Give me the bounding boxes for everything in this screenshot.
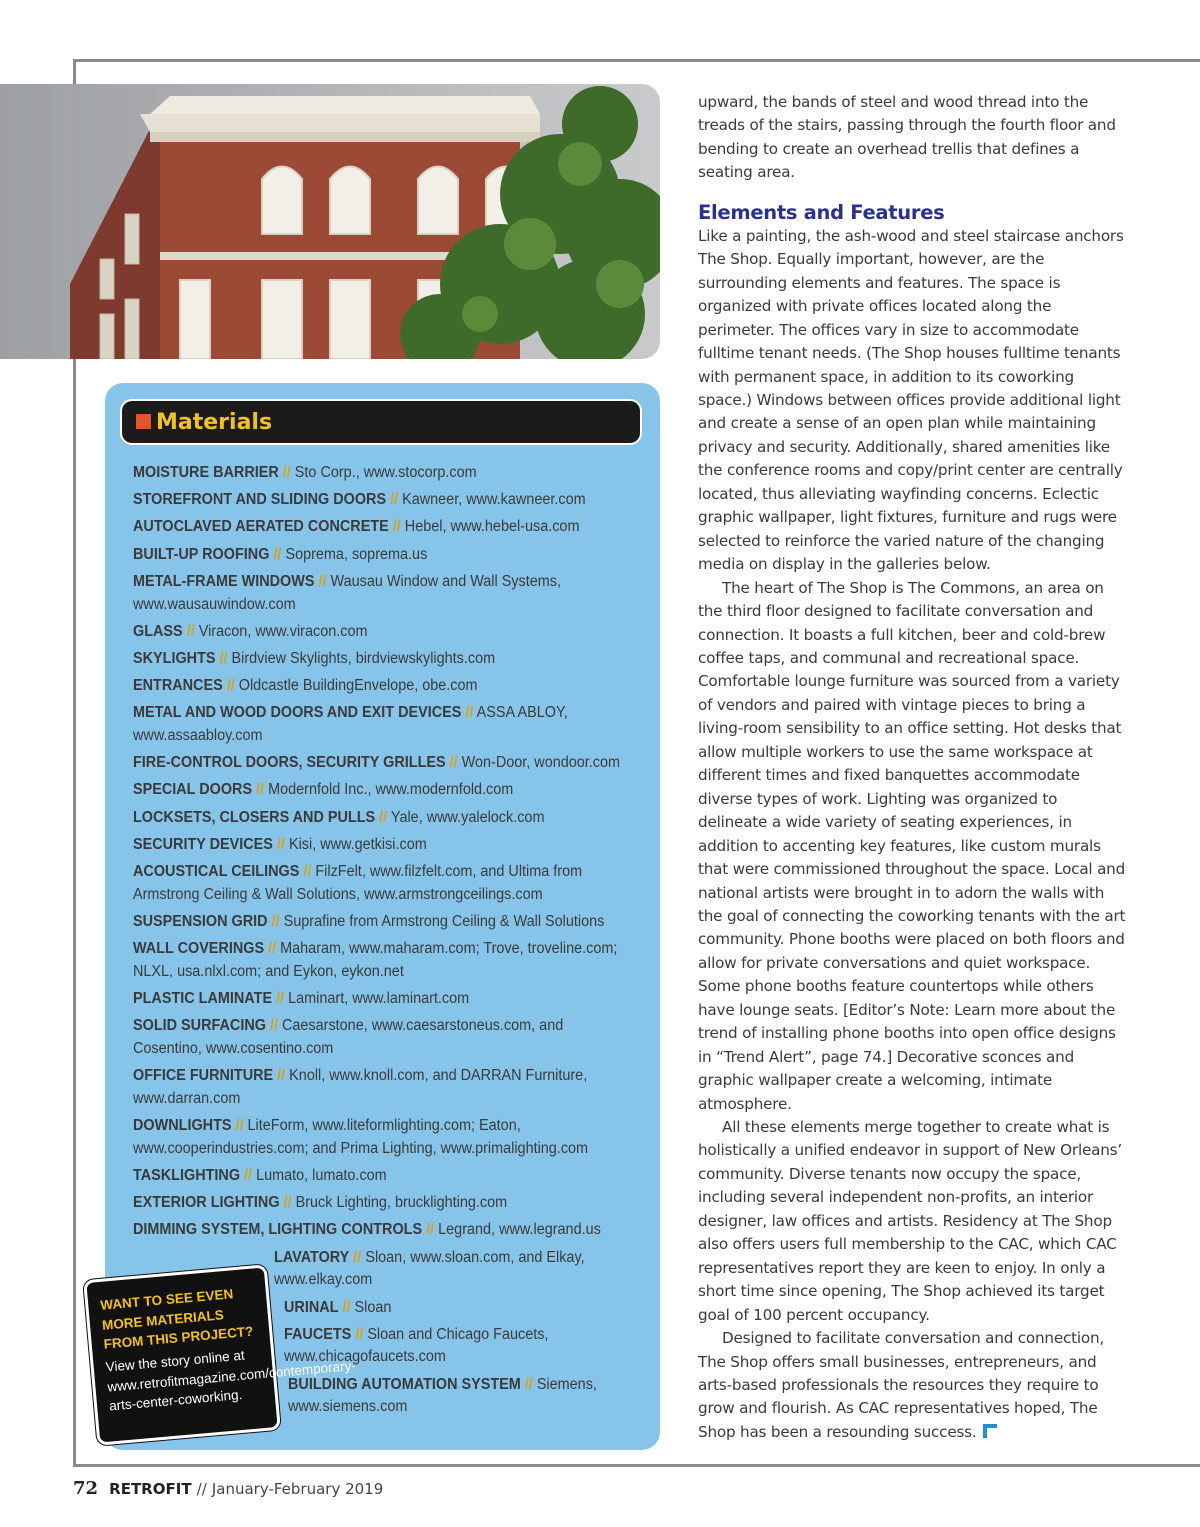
material-separator: //: [379, 808, 388, 826]
material-label: METAL AND WOOD DOORS AND EXIT DEVICES: [133, 704, 462, 722]
material-separator: //: [355, 1325, 364, 1343]
material-label: FAUCETS: [284, 1325, 352, 1343]
material-separator: //: [244, 1166, 253, 1184]
material-label: ACOUSTICAL CEILINGS: [133, 863, 300, 881]
material-entry: [133, 702, 635, 747]
material-supplier: Bruck Lighting, brucklighting.com: [295, 1194, 508, 1212]
material-label: GLASS: [133, 622, 183, 640]
material-supplier: Soprema, soprema.us: [285, 545, 428, 563]
material-separator: //: [449, 754, 458, 772]
material-separator: //: [426, 1221, 435, 1239]
square-bullet-icon: [136, 414, 151, 429]
material-supplier: Kawneer, www.kawneer.com: [402, 491, 586, 509]
material-separator: //: [524, 1375, 533, 1393]
callout-body: View the story online at www.retrofitmagazine.com/contemporary-arts-center-coworking.: [105, 1347, 357, 1414]
material-separator: //: [318, 572, 327, 590]
material-separator: //: [390, 491, 399, 509]
material-label: LOCKSETS, CLOSERS AND PULLS: [133, 808, 376, 826]
material-label: DOWNLIGHTS: [133, 1117, 232, 1135]
material-supplier: FilzFelt, www.filzfelt.com, and Ultima from Armstrong Ceiling & Wall Solutions, www.armstrongceilings.com: [133, 863, 583, 903]
material-separator: //: [256, 781, 265, 799]
material-separator: //: [303, 863, 312, 881]
magazine-name: RETROFIT: [109, 1480, 192, 1498]
material-label: OFFICE FURNITURE: [133, 1067, 274, 1085]
material-separator: //: [186, 622, 195, 640]
material-label: LAVATORY: [274, 1248, 350, 1266]
material-entry: [133, 861, 635, 906]
material-entry: [133, 648, 635, 671]
material-label: BUILT-UP ROOFING: [133, 545, 270, 563]
material-label: DIMMING SYSTEM, LIGHTING CONTROLS: [133, 1221, 423, 1239]
material-entry: [133, 834, 635, 857]
material-entry: [133, 1165, 635, 1188]
material-supplier: Won-Door, wondoor.com: [461, 754, 621, 772]
material-entry: [133, 516, 635, 539]
material-supplier: Sloan and Chicago Faucets, www.chicagofaucets.com: [284, 1325, 549, 1366]
footer-separator: //: [196, 1480, 207, 1498]
article-paragraph: Like a painting, the ash-wood and steel staircase anchors The Shop. Equally important, however, are the surrounding elements and features. The space is organized with private offices located along the perimeter. The offices vary in size to accommodate fulltime tenant needs. (The Shop houses fulltime tenants with permanent space, in addition to its coworking space.) Windows between offices provide additional light and create a sense of an open plan while maintaining privacy and security. Additionally, shared amenities like the conference rooms and copy/print center are centrally located, thus alleviating wayfinding concerns. Eclectic graphic wallpaper, light fixtures, furniture and rugs were selected to reinforce the varied nature of the changing media on display in the galleries below.: [698, 226, 1124, 574]
material-supplier: Wausau Window and Wall Systems, www.wausauwindow.com: [133, 572, 561, 613]
building-photo: [0, 84, 660, 359]
material-supplier: Legrand, www.legrand.us: [438, 1221, 601, 1239]
material-supplier: Knoll, www.knoll.com, and DARRAN Furniture, www.darran.com: [133, 1067, 588, 1107]
material-entry: [288, 1374, 647, 1419]
material-label: BUILDING AUTOMATION SYSTEM: [288, 1375, 521, 1393]
material-supplier: ASSA ABLOY, www.assaabloy.com: [133, 704, 568, 745]
material-separator: //: [353, 1248, 362, 1266]
material-entry: [133, 1219, 635, 1242]
material-supplier: LiteForm, www.liteformlighting.com; Eaton, www.cooperindustries.com; and Prima Lighting, www.primalighting.com: [133, 1117, 589, 1157]
material-separator: //: [219, 649, 228, 667]
bottom-rule: [73, 1464, 1200, 1467]
material-label: EXTERIOR LIGHTING: [133, 1194, 280, 1212]
material-label: AUTOCLAVED AERATED CONCRETE: [133, 518, 389, 536]
material-entry: [133, 807, 635, 830]
material-entry: [133, 752, 635, 775]
material-separator: //: [273, 545, 282, 563]
material-label: URINAL: [284, 1298, 339, 1316]
material-entry: [133, 621, 635, 644]
material-separator: //: [276, 990, 285, 1008]
material-entry: [133, 988, 635, 1011]
material-entry: [133, 544, 635, 567]
material-label: FIRE-CONTROL DOORS, SECURITY GRILLES: [133, 754, 446, 772]
material-separator: //: [392, 518, 401, 536]
material-label: SECURITY DEVICES: [133, 835, 273, 853]
material-entry: [133, 675, 635, 698]
material-label: SPECIAL DOORS: [133, 781, 253, 799]
material-supplier: Hebel, www.hebel-usa.com: [404, 518, 580, 536]
material-entry: [133, 938, 635, 983]
material-label: SOLID SURFACING: [133, 1017, 266, 1035]
material-supplier: Caesarstone, www.caesarstoneus.com, and Cosentino, www.cosentino.com: [133, 1017, 564, 1057]
end-mark-icon: [983, 1424, 997, 1438]
material-separator: //: [282, 464, 291, 481]
material-supplier: Yale, www.yalelock.com: [390, 808, 545, 826]
material-separator: //: [283, 1194, 292, 1212]
material-entry: [133, 462, 635, 485]
article-column: [698, 91, 1130, 1444]
article-paragraph: All these elements merge together to create what is holistically a unified endeavor in support of New Orleans’ community. Diverse tenants now occupy the space, including several independent non-profits, an interior designer, law offices and artists. Residency at The Shop also offers users full membership to the CAC, which CAC representatives report they are keen to enjoy. In only a short time since opening, The Shop achieved its target goal of 100 percent occupancy.: [698, 1118, 1123, 1324]
material-entry: [284, 1297, 647, 1320]
material-separator: //: [277, 1067, 286, 1085]
material-entry: [133, 1015, 635, 1060]
material-supplier: Sloan: [354, 1298, 392, 1316]
material-label: SKYLIGHTS: [133, 649, 216, 667]
article-paragraph: upward, the bands of steel and wood thread into the treads of the stairs, passing through the fourth floor and bending to create an overhead trellis that defines a seating area.: [698, 93, 1116, 182]
material-entry: [133, 489, 635, 512]
material-separator: //: [269, 1017, 278, 1035]
material-separator: //: [271, 912, 280, 930]
material-supplier: Sloan, www.sloan.com, and Elkay, www.elkay.com: [274, 1248, 585, 1289]
material-supplier: Suprafine from Armstrong Ceiling & Wall Solutions: [283, 912, 605, 930]
material-entry: [133, 911, 635, 934]
material-label: TASKLIGHTING: [133, 1166, 241, 1184]
material-separator: //: [268, 940, 277, 958]
material-entry: [133, 1192, 635, 1215]
top-rule: [73, 59, 1200, 62]
material-label: WALL COVERINGS: [133, 940, 265, 958]
material-supplier: Sto Corp., www.stocorp.com: [294, 464, 477, 481]
callout-heading: WANT TO SEE EVEN MORE MATERIALS FROM THIS PROJECT?: [99, 1286, 254, 1352]
material-label: ENTRANCES: [133, 677, 223, 695]
material-separator: //: [342, 1298, 351, 1316]
material-entry: [133, 1115, 635, 1160]
material-entry: [133, 779, 635, 802]
material-supplier: Siemens, www.siemens.com: [288, 1375, 597, 1416]
material-separator: //: [235, 1117, 244, 1135]
material-label: METAL-FRAME WINDOWS: [133, 572, 315, 590]
material-separator: //: [226, 677, 235, 695]
material-entry: [274, 1247, 646, 1292]
material-supplier: Modernfold Inc., www.modernfold.com: [268, 781, 514, 799]
material-supplier: Viracon, www.viracon.com: [198, 622, 368, 640]
page-number: 72: [73, 1478, 99, 1499]
article-paragraph-text: Designed to facilitate conversation and connection, The Shop offers small businesses, entrepreneurs, and arts-based professionals the resources they require to grow and flourish. As CAC representatives hoped, The Shop has been a resounding success.: [698, 1329, 1105, 1441]
material-supplier: Birdview Skylights, birdviewskylights.com: [231, 649, 496, 667]
materials-header: [120, 399, 642, 445]
material-supplier: Lumato, lumato.com: [256, 1166, 387, 1184]
material-separator: //: [465, 704, 474, 722]
materials-title: Materials: [156, 410, 273, 435]
section-heading: Elements and Features: [698, 200, 945, 224]
material-supplier: Maharam, www.maharam.com; Trove, troveline.com; NLXL, usa.nlxl.com; and Eykon, eykon.net: [133, 940, 618, 980]
page-footer: [73, 1478, 383, 1499]
material-label: PLASTIC LAMINATE: [133, 990, 273, 1008]
issue-date: January-February 2019: [211, 1480, 384, 1498]
article-paragraph-last: [698, 1327, 1130, 1444]
material-label: STOREFRONT AND SLIDING DOORS: [133, 491, 387, 509]
material-label: MOISTURE BARRIER: [133, 464, 279, 481]
material-separator: //: [276, 835, 285, 853]
material-supplier: Laminart, www.laminart.com: [288, 990, 470, 1008]
material-supplier: Kisi, www.getkisi.com: [288, 835, 427, 853]
material-entry: [133, 571, 635, 616]
material-supplier: Oldcastle BuildingEnvelope, obe.com: [238, 677, 478, 695]
material-label: SUSPENSION GRID: [133, 912, 268, 930]
material-entry: [133, 1065, 635, 1110]
article-paragraph: The heart of The Shop is The Commons, an area on the third floor designed to facilitate conversation and connection. It boasts a full kitchen, beer and cold-brew coffee taps, and communal and recreational space. Comfortable lounge furniture was sourced from a variety of vendors and paired with vintage pieces to bring a living-room sensibility to an office setting. Hot desks that allow multiple workers to use the same workspace at different times and fixed banquettes accommodate diverse types of work. Lighting was organized to delineate a wide variety of seating experiences, in addition to accenting key features, like custom murals that were commissioned throughout the space. Local and national artists were brought in to adorn the walls with the goal of connecting the coworking tenants with the art community. Phone booths were placed on both floors and allow for private conversations and quiet workspace. Some phone booths feature countertops while others have lounge seats. [Editor’s Note: Learn more about the trend of installing phone booths into open office designs in “Trend Alert”, page 74.] Decorative sconces and graphic wallpaper create a welcoming, intimate atmosphere.: [698, 578, 1126, 1113]
